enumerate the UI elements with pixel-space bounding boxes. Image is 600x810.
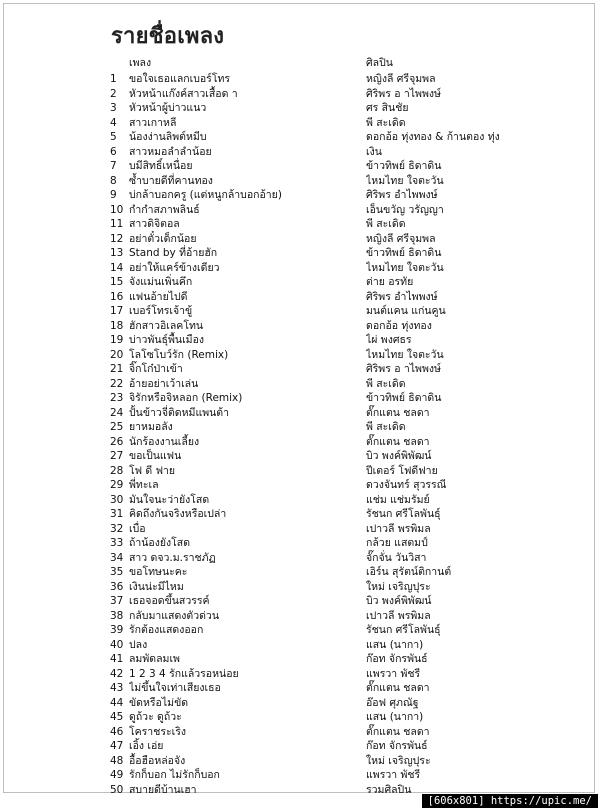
- song-number: 24: [110, 406, 124, 419]
- song-number: 47: [110, 740, 124, 752]
- song-number: 19: [110, 334, 124, 346]
- artist-name: ต่าย อรทัย: [366, 276, 414, 288]
- song-number: 42: [110, 667, 124, 680]
- song-number: 15: [110, 276, 124, 288]
- song-title: เอิ้ง เอ่ย: [129, 740, 164, 752]
- song-number: 25: [110, 421, 124, 433]
- artist-name: พี สะเดิด: [366, 421, 406, 433]
- artist-name: ก๊อท จักรพันธ์: [366, 740, 428, 752]
- artist-name: ตั๊กแตน ชลดา: [366, 406, 430, 419]
- song-number: 35: [110, 566, 124, 578]
- song-number: 20: [110, 348, 124, 361]
- song-number: 49: [110, 769, 124, 781]
- artist-name: ปีเตอร์ โฟดีฟาย: [366, 464, 438, 477]
- artist-name: มนต์แคน แก่นคูน: [366, 305, 446, 317]
- song-number: 9: [110, 189, 117, 201]
- song-title: กลับมาแสดงตัวด่วน: [129, 609, 220, 622]
- song-title: อย่าตั๋วเด็กน้อย: [129, 232, 197, 245]
- song-number: 17: [110, 305, 124, 317]
- song-number: 10: [110, 203, 124, 216]
- song-title: จิ๊กโก๋ป่าเข้า: [129, 363, 183, 375]
- artist-name: แช่ม แช่มรัมย์: [366, 493, 430, 506]
- artist-name: รัชนก ศรีโลพันธุ์: [366, 508, 441, 520]
- song-number: 37: [110, 595, 124, 607]
- song-number: 7: [110, 160, 117, 172]
- song-number: 45: [110, 711, 124, 723]
- artist-name: ก๊อท จักรพันธ์: [366, 653, 428, 665]
- artist-name: หญิงลี ศรีจุมพล: [366, 232, 436, 245]
- song-number: 8: [110, 174, 117, 187]
- song-number: 30: [110, 493, 124, 506]
- song-number: 46: [110, 725, 124, 738]
- song-number: 1: [110, 73, 117, 85]
- artist-name: แสน (นากา): [366, 711, 424, 723]
- song-title: โลโซโบว์รัก (Remix): [129, 348, 229, 361]
- song-title: มันใจนะว่ายังโสด: [129, 493, 210, 506]
- artist-name: ใหม่ เจริญปุระ: [366, 580, 431, 593]
- song-number: 29: [110, 479, 124, 491]
- song-column-header: เพลง: [129, 57, 152, 69]
- artist-name: พี สะเดิด: [366, 377, 406, 390]
- song-number: 27: [110, 450, 124, 462]
- song-title: บ่าวพันธุ์พื้นเมือง: [129, 334, 205, 346]
- artist-name: รัชนก ศรีโลพันธุ์: [366, 624, 441, 636]
- song-title: โคราชระเริง: [129, 725, 186, 738]
- song-title: รักต้องแสดงออก: [129, 624, 204, 636]
- song-title: ขัดหรือไม่ขัด: [129, 696, 189, 709]
- song-title: อ้ายอย่าเว้าเล่น: [129, 377, 199, 390]
- artist-name: ศิริพร อำไพพงษ์: [366, 189, 438, 201]
- song-number: 3: [110, 102, 117, 114]
- song-title: อย่าให้แคร์ข้างเดียว: [129, 261, 220, 274]
- artist-name: ศิริพร อ าไพพงษ์: [366, 363, 441, 375]
- song-number: 4: [110, 116, 117, 129]
- song-number: 50: [110, 783, 124, 796]
- document-page: [3, 3, 595, 796]
- artist-name: บิว พงค์พิพัฒน์: [366, 450, 432, 462]
- song-title: เบอร์โทรเจ้าขู้: [129, 305, 193, 317]
- artist-name: ตั๊กแตน ชลดา: [366, 725, 430, 738]
- song-number: 34: [110, 551, 124, 564]
- artist-name: ศิริพร อำไพพงษ์: [366, 290, 438, 303]
- song-number: 38: [110, 609, 124, 622]
- artist-name: แสน (นากา): [366, 638, 424, 651]
- song-title: สาวหมอลำลำน้อย: [129, 145, 212, 158]
- song-number: 22: [110, 377, 124, 390]
- song-number: 2: [110, 87, 117, 100]
- song-title: จังแม่นเพิ่นคึก: [129, 276, 193, 288]
- artist-name: อ๊อฟ ศุภณัฐ: [366, 696, 419, 709]
- song-title: บ่กล้าบอกครู (แต่หนูกล้าบอกอ้าย): [129, 189, 282, 201]
- song-number: 32: [110, 522, 124, 535]
- song-number: 23: [110, 392, 124, 404]
- song-title: บมีสิทธิ์เหนื่อย: [129, 160, 193, 172]
- song-title: ถ้าน้องยังโสด: [129, 537, 191, 549]
- song-title: กำกำสภาพลินธ์: [129, 203, 200, 216]
- artist-name: เงิน: [366, 145, 382, 158]
- artist-name: บิว พงค์พิพัฒน์: [366, 595, 432, 607]
- song-title: สาวดิจิตอล: [129, 218, 180, 230]
- artist-name: ไหมไทย ใจตะวัน: [366, 348, 444, 361]
- song-number: 12: [110, 232, 124, 245]
- song-title: น้องง่านลิพต์หมีบ: [129, 131, 207, 143]
- song-title: ซ้ำบายดีที่คานทอง: [129, 174, 213, 187]
- song-title: Stand by ที่อ้ายฮัก: [129, 247, 218, 259]
- song-number: 6: [110, 145, 117, 158]
- song-number: 40: [110, 638, 124, 651]
- song-title: ปั้นข้าวจี่ติดหมีแพนต้า: [129, 406, 230, 419]
- artist-name: ข้าวทิพย์ ธิดาดิน: [366, 160, 442, 172]
- song-number: 28: [110, 464, 124, 477]
- song-title: ขอโทษนะคะ: [129, 566, 188, 578]
- song-title: ดูถ้วะ ดูถ้วะ: [129, 711, 182, 723]
- artist-name: ดอกอ้อ ทุ่งทอง & ก้านตอง ทุ่ง: [366, 131, 500, 143]
- artist-name: ตั๊กแตน ชลดา: [366, 435, 430, 448]
- artist-name: รวมศิลปิน: [366, 783, 412, 796]
- song-title: นักร้องงานเลี้ยง: [129, 435, 200, 448]
- song-number: 41: [110, 653, 124, 665]
- song-number: 5: [110, 131, 117, 143]
- song-title: แฟนอ้ายไปดี: [129, 290, 188, 303]
- artist-name: ไหมไทย ใจตะวัน: [366, 261, 444, 274]
- song-title: คิดถึงกันจริงหรือเปล่า: [129, 508, 227, 520]
- artist-name: ข้าวทิพย์ ธิดาดิน: [366, 247, 442, 259]
- artist-name: เอิร์น สุรัตน์ติกานต์: [366, 566, 452, 578]
- song-title: อื้อฮือหล่อจัง: [129, 754, 186, 767]
- song-number: 44: [110, 696, 124, 709]
- song-title: เบื่อ: [129, 522, 146, 535]
- image-watermark: [606x801] https://upic.me/: [422, 794, 598, 808]
- song-number: 13: [110, 247, 124, 259]
- page-title: รายชื่อเพลง: [111, 24, 225, 49]
- artist-name: ศิริพร อ าไพพงษ์: [366, 87, 441, 100]
- artist-name: กล้วย แสตมป์: [366, 537, 428, 549]
- artist-name: พี สะเดิด: [366, 116, 406, 129]
- song-title: เธอจอดขึ้นสวรรค์: [129, 595, 210, 607]
- song-title: ปลง: [129, 638, 148, 651]
- song-title: 1 2 3 4 รักแล้วรอหน่อย: [129, 667, 239, 680]
- artist-name: หญิงลี ศรีจุมพล: [366, 73, 436, 85]
- song-title: ไม่ขึ้นใจเท่าเสียงเธอ: [129, 682, 221, 694]
- song-title: สาว ดจว.ม.ราชภัฏ: [129, 551, 216, 564]
- artist-name: แพรวา พัชรี: [366, 667, 421, 680]
- artist-column-header: ศิลปิน: [366, 57, 393, 69]
- artist-name: เปาวลี พรพิมล: [366, 609, 431, 622]
- artist-name: จั๊กจั่น วันวิสา: [366, 551, 427, 564]
- song-title: โฟ ดี ฟาย: [129, 464, 176, 477]
- song-title: ขอใจเธอแลกเบอร์โทร: [129, 73, 231, 85]
- song-title: ขอเป็นแฟน: [129, 450, 182, 462]
- song-title: รักก็บอก ไม่รักก็บอก: [129, 769, 220, 781]
- artist-name: พี สะเดิด: [366, 218, 406, 230]
- song-number: 21: [110, 363, 124, 375]
- song-number: 33: [110, 537, 124, 549]
- song-title: หัวหน้าแก๊งค์สาวเสื้อด า: [129, 87, 238, 100]
- artist-name: ตั๊กแตน ชลดา: [366, 682, 430, 694]
- song-title: ฮักสาวอิเลคโทน: [129, 319, 204, 332]
- song-number: 43: [110, 682, 124, 694]
- artist-name: ไหมไทย ใจตะวัน: [366, 174, 444, 187]
- song-title: ยาหมอลัง: [129, 421, 173, 433]
- song-title: ลมพัดลมเพ: [129, 653, 180, 665]
- artist-name: ข้าวทิพย์ ธิดาดิน: [366, 392, 442, 404]
- column-header-row: [4, 55, 596, 71]
- song-title: เงินน่ะมีไหม: [129, 580, 184, 593]
- song-number: 18: [110, 319, 124, 332]
- artist-name: ดวงจันทร์ สุวรรณี: [366, 479, 447, 491]
- song-number: 36: [110, 580, 124, 593]
- song-number: 39: [110, 624, 124, 636]
- song-title: จิรักหรือจิหลอก (Remix): [129, 392, 243, 404]
- song-number: 48: [110, 754, 124, 767]
- artist-name: ดอกอ้อ ทุ่งทอง: [366, 319, 432, 332]
- artist-name: ไผ่ พงศธร: [366, 334, 412, 346]
- song-number: 16: [110, 290, 124, 303]
- song-title: พี่ทะเล: [129, 479, 159, 491]
- artist-name: เอ็นขวัญ วรัญญา: [366, 203, 444, 216]
- song-number: 31: [110, 508, 124, 520]
- artist-name: แพรวา พัชรี: [366, 769, 421, 781]
- artist-name: ใหม่ เจริญปุระ: [366, 754, 431, 767]
- song-number: 14: [110, 261, 124, 274]
- song-number: 26: [110, 435, 124, 448]
- artist-name: เปาวลี พรพิมล: [366, 522, 431, 535]
- artist-name: ศร สินชัย: [366, 102, 409, 114]
- song-title: หัวหน้าผู้บ่าวแนว: [129, 102, 207, 114]
- song-number: 11: [110, 218, 124, 230]
- song-title: สบายดีบ้านเฮา: [129, 783, 197, 796]
- song-title: สาวเกาหลี: [129, 116, 177, 129]
